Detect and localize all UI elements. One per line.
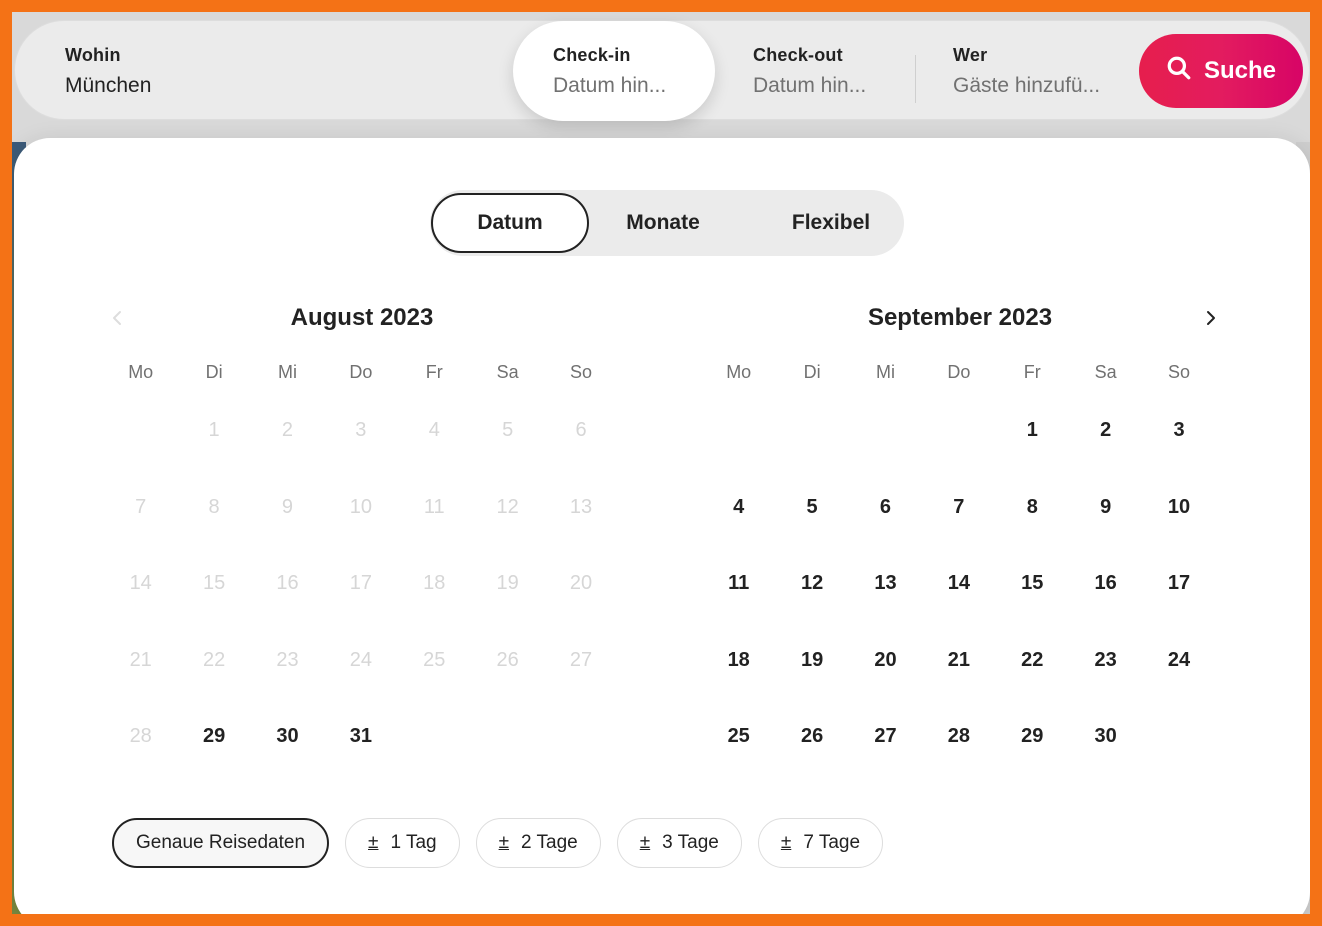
day-cell[interactable]: 1 [1026, 419, 1038, 441]
field-divider [915, 55, 916, 103]
day-cell[interactable]: 4 [733, 495, 745, 518]
day-cell: 16 [276, 572, 299, 594]
checkout-field[interactable] [753, 21, 913, 121]
weekday-label: Mo [128, 362, 154, 382]
weekday-label: So [1168, 362, 1191, 382]
tab-monate[interactable]: Monate [626, 211, 700, 234]
checkout-label: Check-out [753, 45, 843, 65]
month-september [702, 298, 1218, 791]
guests-value[interactable]: Gäste hinzufü... [953, 74, 1101, 97]
chip-plus-minus-1[interactable] [345, 818, 460, 868]
day-cell[interactable]: 15 [1021, 572, 1044, 594]
day-cell: 26 [496, 648, 519, 671]
month-august [104, 298, 620, 791]
plus-minus-icon: ± [368, 832, 379, 853]
month-title: August 2023 [290, 304, 434, 331]
day-cell: 10 [349, 495, 372, 518]
app-frame [12, 12, 1310, 914]
search-bar [14, 20, 1310, 120]
day-cell: 27 [569, 648, 593, 671]
chip-exact-dates[interactable] [112, 818, 329, 868]
chip-plus-minus-3[interactable] [617, 818, 742, 868]
day-cell[interactable]: 21 [947, 648, 970, 671]
weekday-label: Fr [425, 362, 443, 382]
plus-minus-icon: ± [498, 832, 510, 853]
weekday-label: Mi [277, 362, 297, 382]
day-cell[interactable]: 18 [727, 648, 750, 671]
day-cell[interactable]: 13 [874, 572, 897, 594]
day-cell: 5 [502, 419, 514, 441]
day-cell[interactable]: 28 [947, 725, 970, 747]
day-cell: 18 [423, 572, 446, 594]
tab-datum[interactable]: Datum [431, 193, 589, 253]
chip-plus-minus-2[interactable] [476, 818, 601, 868]
weekday-label: Do [947, 362, 971, 382]
chip-plus-minus-7[interactable] [758, 818, 883, 868]
day-cell[interactable]: 20 [874, 648, 897, 671]
date-picker-panel [14, 138, 1310, 914]
day-cell: 4 [428, 419, 440, 441]
day-cell: 25 [423, 648, 446, 671]
day-cell: 20 [569, 572, 593, 594]
day-cell[interactable]: 24 [1167, 648, 1191, 671]
day-cell: 8 [208, 495, 220, 518]
day-cell[interactable]: 26 [800, 725, 824, 747]
where-label: Wohin [65, 45, 121, 65]
search-button-label: Suche [1203, 57, 1277, 84]
day-cell: 28 [129, 725, 152, 747]
day-cell: 11 [423, 495, 445, 518]
weekday-header [104, 360, 620, 384]
weekday-label: Di [803, 362, 821, 382]
day-cell: 12 [496, 495, 519, 518]
day-cell[interactable]: 29 [202, 725, 226, 747]
day-cell: 3 [355, 419, 367, 441]
day-grid [702, 408, 1218, 791]
checkin-field[interactable] [513, 21, 715, 121]
day-cell: 6 [575, 419, 587, 441]
weekday-label: Mo [726, 362, 752, 382]
weekday-label: Sa [1094, 362, 1117, 382]
day-cell[interactable]: 3 [1173, 419, 1185, 441]
plus-minus-icon: ± [639, 832, 651, 853]
day-cell: 7 [135, 495, 147, 518]
day-cell: 1 [208, 419, 220, 441]
day-cell[interactable]: 8 [1026, 495, 1038, 518]
where-field[interactable] [65, 21, 505, 121]
flex-date-chips [112, 818, 883, 868]
day-cell[interactable]: 31 [349, 725, 372, 747]
weekday-label: Di [205, 362, 223, 382]
day-cell[interactable]: 10 [1167, 495, 1191, 518]
chip-label: 2 Tage [521, 832, 578, 853]
chip-label: 7 Tage [803, 832, 861, 853]
day-cell: 23 [276, 648, 299, 671]
day-cell[interactable]: 30 [1094, 725, 1117, 747]
day-cell: 22 [202, 648, 226, 671]
weekday-label: Mi [875, 362, 895, 382]
day-cell: 21 [129, 648, 152, 671]
day-cell[interactable]: 14 [947, 572, 970, 594]
day-cell[interactable]: 7 [953, 495, 965, 518]
day-cell[interactable]: 30 [276, 725, 299, 747]
tab-flexibel[interactable]: Flexibel [791, 211, 871, 234]
weekday-label: So [570, 362, 593, 382]
month-title: September 2023 [867, 304, 1053, 331]
weekday-label: Fr [1023, 362, 1041, 382]
weekday-label: Do [349, 362, 373, 382]
day-cell[interactable]: 11 [728, 572, 750, 594]
day-cell[interactable]: 25 [727, 725, 750, 747]
search-icon [1166, 55, 1192, 88]
guests-field[interactable] [953, 21, 1133, 121]
chip-label: 3 Tage [662, 832, 719, 853]
weekday-label: Sa [496, 362, 519, 382]
checkout-value[interactable]: Datum hin... [753, 74, 867, 97]
checkin-label: Check-in [553, 45, 631, 65]
day-cell[interactable]: 2 [1100, 419, 1112, 441]
day-cell: 13 [569, 495, 593, 518]
day-cell[interactable]: 27 [874, 725, 897, 747]
day-cell: 24 [349, 648, 372, 671]
weekday-header [702, 360, 1218, 384]
chip-label: 1 Tag [390, 832, 437, 853]
day-cell[interactable]: 29 [1021, 725, 1044, 747]
day-grid [104, 408, 620, 791]
day-cell[interactable]: 5 [806, 495, 818, 518]
day-cell[interactable]: 19 [800, 648, 824, 671]
day-cell: 19 [496, 572, 519, 594]
search-button[interactable] [1139, 34, 1303, 108]
date-mode-switch [430, 190, 904, 256]
day-cell[interactable]: 16 [1094, 572, 1117, 594]
day-cell[interactable]: 9 [1100, 495, 1112, 518]
day-cell: 17 [349, 572, 372, 594]
day-cell: 9 [281, 495, 294, 518]
day-cell[interactable]: 22 [1021, 648, 1044, 671]
day-cell: 15 [202, 572, 226, 594]
day-cell[interactable]: 23 [1094, 648, 1117, 671]
day-cell[interactable]: 12 [800, 572, 824, 594]
chip-label: Genaue Reisedaten [136, 832, 306, 853]
plus-minus-icon: ± [780, 832, 792, 853]
where-value[interactable]: München [65, 74, 152, 97]
day-cell[interactable]: 6 [879, 495, 892, 518]
guests-label: Wer [953, 45, 988, 65]
day-cell: 14 [129, 572, 152, 594]
day-cell[interactable]: 17 [1167, 572, 1191, 594]
day-cell: 2 [281, 419, 294, 441]
checkin-value[interactable]: Datum hin... [553, 74, 667, 97]
